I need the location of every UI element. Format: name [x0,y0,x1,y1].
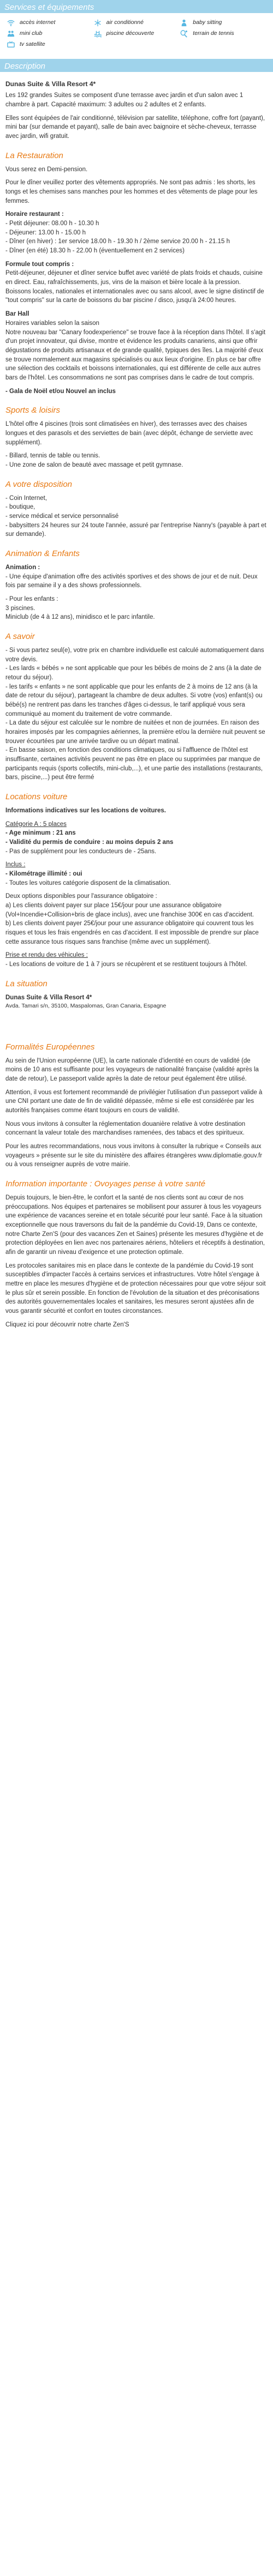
services-banner [0,0,273,13]
hotel-title: Dunas Suite & Villa Resort 4* [5,80,96,88]
tv-icon [7,41,15,49]
enfants-item: 3 piscines. [5,605,35,612]
situation-name: Dunas Suite & Villa Resort 4* [5,994,92,1001]
formalites-text: Pour les autres recommandations, nous vous invitons à consulter la rubrique « Conseils aux voyageurs » présente sur le site du ministère des affaires étrangères www.diplomatie.gouv.fr ou à vous renseigner auprès de votre mairie. [5,1143,263,1168]
categorie-label: Catégorie A : 5 places [5,821,67,828]
prise-label: Prise et rendu des véhicules : [5,952,88,959]
disposition-item: - service médical et service personnalisé [5,512,119,520]
restauration-section [5,151,268,396]
service-label: terrain de tennis [193,30,234,37]
animation-section [5,549,268,622]
horaire-title: Horaire restaurant : [5,211,64,218]
animation-text: - Une équipe d'animation offre des activités sportives et des shows de jour et de nuit. Deux fois par semaine il y a des shows professionnels. [5,573,258,589]
description-section [5,80,268,141]
locations-heading: Locations voiture [5,792,68,802]
restauration-pension: Vous serez en Demi-pension. [5,166,88,173]
enfants-item: Miniclub (de 4 à 12 ans), minidisco et le parc infantile. [5,614,155,621]
information-heading: Information importante : Ovoyages pense à votre santé [5,1179,206,1189]
savoir-text: - La date du séjour est calculée sur le nombre de nuitées et non de journées. En raison des horaires imposés par les compagnies aériennes, la première et/ou la dernière nuit peuvent se trouver écourtées par une arrivée tardive ou un départ matinal. [5,720,265,745]
restauration-dress: Pour le dîner veuillez porter des vêtements appropriés. Ne sont pas admis : les shorts, les tongs et les chemises sans manches pour les hommes et des vêtements de plage pour les femmes. [5,179,258,204]
service-item [7,28,93,39]
service-label: tv satellite [20,41,45,48]
service-label: piscine découverte [106,30,155,37]
services-grid [0,13,273,52]
disposition-item: - Coin Internet, [5,494,48,502]
formalites-heading: Formalités Européennes [5,1042,95,1052]
savoir-text: - En basse saison, en fonction des conditions climatiques, ou si l'affluence de l'hôtel est insuffisante, certaines activités peuvent ne pas être en place ou supprimées par manque de participants requis (sports collectifs, mini-club,...), et une partie des installations (restaurants, bars, piscine,...) peut être fermé [5,747,263,781]
service-label: baby sitting [193,19,222,26]
savoir-text: - Les lards « bébés » ne sont applicable que pour les bébés de moins de 2 ans (à la date de retour du séjour). [5,665,262,681]
information-text: Les protocoles sanitaires mis en place dans le contexte de la pandémie du Covid-19 sont susceptibles d'impacter l'accès à certains services et infrastructures. Votre hôtel s'engage à mettre en place les mesures d'hygiène et de protection nécessaires pour que votre séjour soit le plus sûr et serein possible. En fonction de l'évolution de la situation et des préconisations des autorités gouvernementales locales et sanitaires, les mesures seront ajustées afin de vous garantir sécurité et confort en toutes circonstances. [5,1262,266,1315]
enfants-title: - Pour les enfants : [5,595,58,602]
bar-title: Bar Hall [5,311,29,318]
bar-text: Notre nouveau bar "Canary foodexperience" se trouve face à la réception dans l'hôtel. Il s'agit d'un projet innovateur, qui divise, montre et évidence les produits canariens, ainsi que offrir dégustations de produits artisanaux et de grande qualité, typiques des îles. La majorité d'eux se trouve normalement aux magasins spécialisés ou aux lieux d'origine. En plus ce bar offre une sélection des cocktails et boissons internationales, qui est différente de celle aux autres bars de l'hôtel. Les consommations ne sont pas comprises dans le cadre de tout compris. [5,329,266,381]
savoir-heading: A savoir [5,631,35,641]
options-intro: Deux options disponibles pour l'assurance obligatoire : [5,893,157,900]
locations-kilometrage: - Kilométrage illimité : oui [5,871,82,878]
horaire-line: - Dîner (en hiver) : 1er service 18.00 h - 19.30 h / 2ème service 20.00 h - 21.15 h [5,238,230,245]
description-intro: Les 192 grandes Suites se composent d'une terrasse avec jardin et d'un salon avec 1 chambre à part. Capacité maximum: 3 adultes ou 2 adultes et 2 enfants. [5,92,244,108]
baby-icon [180,19,188,27]
disposition-item: - boutique, [5,504,35,511]
service-item [180,17,266,28]
situation-heading: La situation [5,979,48,988]
disposition-heading: A votre disposition [5,479,73,489]
sports-heading: Sports & loisirs [5,406,61,415]
savoir-text: - Si vous partez seul(e), votre prix en chambre individuelle est calculé automatiquement dans votre devis. [5,647,264,663]
service-label: air conditionné [106,19,144,26]
locations-section [5,792,268,969]
formalites-text: Attention, il vous est fortement recommandé de privilégier l'utilisation d'un passeport valide à une CNI portant une date de fin de validité dépassée, même si elle est considérée par les autorités françaises comme étant toujours en cours de validité. [5,1089,263,1114]
bar-subtitle: Horaires variables selon la saison [5,319,99,327]
disposition-section [5,480,268,539]
situation-address: Avda. Tamari s/n, 35100, Maspalomas, Gran Canaria, Espagne [5,1003,167,1010]
locations-validite [5,838,268,847]
situation-section [5,979,268,1011]
horaire-line: - Petit déjeuner: 08.00 h - 10.30 h [5,220,99,227]
sports-item: - Une zone de salon de beauté avec massage et petit gymnase. [5,461,183,468]
horaire-line: - Déjeuner: 13.00 h - 15.00 h [5,229,86,236]
information-text: Depuis toujours, le bien-être, le confort et la santé de nos clients sont au cœur de nos préoccupations. Nos équipes et partenaires se mobilisent pour assurer à tous les voyageurs une expérience de vacances sereine et en totale sécurité pour leur santé. Face à la situation exceptionnelle que nous traversons du fait de la pandémie du Covid-19, Dans ce contexte, notre Charte Zen'S (pour des vacances Zen et Saines) présente les mesures d'hygiène et de protection déployées en lien avec nos partenaires aériens, hôteliers et réceptifs à destination, afin de garantir un niveau d'exigence et une protection optimale. [5,1195,265,1256]
service-item [93,17,180,28]
prise-text: - Les locations de voiture de 1 à 7 jours se récupèrent et se restituent toujours à l'hôtel. [5,961,247,968]
snowflake-icon [93,19,102,27]
option-b: b) Les clients doivent payer 25€/jour pour une assurance obligatoire qui couvrent tous les risques et tous les frais engendrés en cas d'accident. Il est impossible de prendre sur place cette assurance tous risques sans franchise (même avec un supplément). [5,920,259,945]
formalites-text: Nous vous invitons à consulter la réglementation douanière relative à votre destination concernant la valeur totale des marchandises ramenées, des tabacs et des spiritueux. [5,1120,246,1137]
savoir-section [5,632,268,782]
locations-toutes: - Toutes les voitures catégorie disposent de la climatisation. [5,879,171,886]
locations-supplement: - Pas de supplément pour les conducteurs de - 25ans. [5,848,157,855]
service-item [7,17,93,28]
service-item [180,28,266,39]
formule-title: Formule tout compris : [5,261,74,268]
sports-item: - Billard, tennis de table ou tennis. [5,453,100,460]
tennis-icon [180,30,188,38]
service-item [7,39,93,50]
locations-age: - Age minimum : 21 ans [5,830,76,837]
animation-heading: Animation & Enfants [5,548,80,558]
locations-validite-text: - Validité du permis de conduire : au moins depuis 2 ans [5,839,174,846]
option-a: a) Les clients doivent payer sur place 15€/jour pour une assurance obligatoire (Vol+Incendie+Collision+bris de glace inclus), avec une franchise 300€ en cas d'accident. [5,902,254,918]
wifi-icon [7,19,15,27]
horaire-line: - Dîner (en été) 18.30 h - 22.00 h (éventuellement en 2 services) [5,248,185,255]
services-heading: Services et équipements [4,3,94,12]
locations-intro: Informations indicatives sur les locations de voitures. [5,807,166,815]
restauration-heading: La Restauration [5,150,63,160]
inclus-label: Inclus : [5,861,26,868]
charte-link[interactable]: Cliquez ici pour découvrir notre charte Zen'S [5,1321,129,1328]
description-equipment: Elles sont équipées de l'air conditionné, télévision par satellite, téléphone, coffre fort (payant), mini bar (sur demande et payant), salle de bain avec baignoire et sèche-cheveux, terrasse avec jardin, wifi gratuit. [5,114,265,140]
service-item [93,28,180,39]
animation-title: Animation : [5,564,40,571]
service-label: mini club [20,30,43,37]
formalites-text: Au sein de l'Union européenne (UE), la carte nationale d'identité en cours de validité (de moins de 10 ans est suffisante pour les voyageurs de nationalité française (validité après la date de retour), Le passeport valide après la date de retour peut également être utilisé. [5,1057,259,1083]
formule-text: Petit-déjeuner, déjeuner et dîner service buffet avec variété de plats froids et chauds, cuisine en direct. Eau, rafraîchissements, jus, vins de la maison et bière locale à la pression. Boissons locales, nationales et internationales avec ou sans alcool, avec le signe distinctif de "tout compris" sur la carte de boissons du bar piscine / disco, jusqu'à 24:00 heures. [5,270,264,304]
service-label: accès internet [20,19,56,26]
pool-icon [93,30,102,38]
sports-text: L'hôtel offre 4 piscines (trois sont climatisées en hiver), des terrasses avec des chaises longues et des parasols et des serviettes de bain (avec dépôt, échange de serviette avec supplément). [5,421,253,446]
disposition-item: - babysitters 24 heures sur 24 toute l'année, assuré par l'entreprise Nanny's (payable à part et sur demande). [5,522,266,538]
sports-section [5,406,268,469]
formalites-section [5,1042,268,1169]
gala-text: - Gala de Noël et/ou Nouvel an inclus [5,388,116,395]
savoir-text: - les tarifs « enfants » ne sont applicable que pour les enfants de 2 à moins de 12 ans (à la date de retour du séjour), partageant la chambre de deux adultes. Si votre (vos) enfant(s) ou bébé(s) ne rentrent pas dans les tranches d'âges ci-dessus, le tarif appliqué vous sera communiqué au moment du traitement de votre commande. [5,683,263,717]
description-banner [0,59,273,72]
mini-club-icon [7,30,15,38]
description-heading: Description [4,62,46,71]
information-section [5,1179,268,1329]
main-content [0,72,273,1342]
